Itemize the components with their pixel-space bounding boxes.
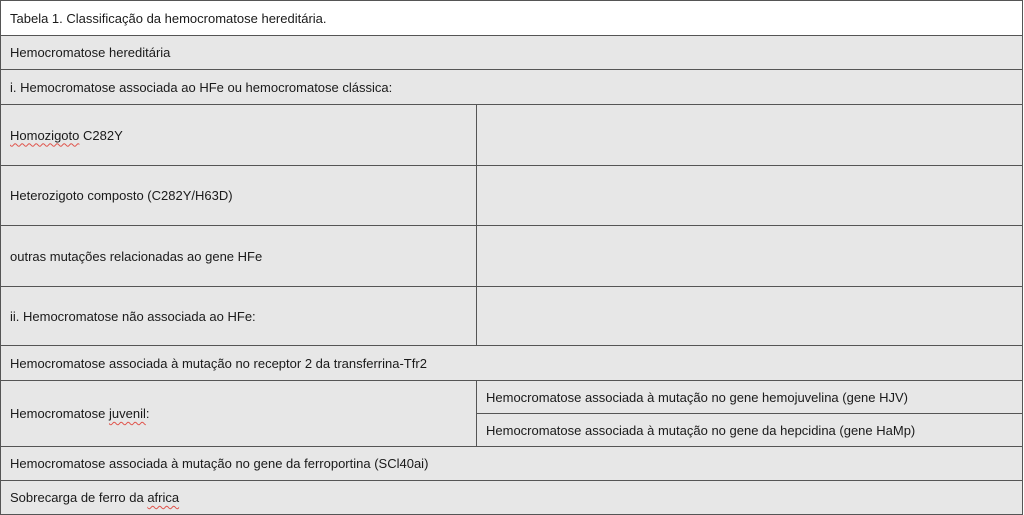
row-outras-empty [477, 226, 1023, 287]
juvenil-word: juvenil [108, 406, 146, 421]
africa-prefix: Sobrecarga de ferro da [10, 490, 148, 505]
section-nao-hfe-label [1, 287, 477, 346]
table-caption-text: Tabela 1. Classificação da hemocromatose hereditária. [10, 10, 327, 26]
section-nao-hfe-text: ii. Hemocromatose não associada ao HFe: [10, 308, 256, 324]
row-outras-label [1, 226, 477, 287]
row-africa-cell [1, 481, 1023, 515]
row-juvenil-hamp [477, 414, 1023, 447]
ferroportina-text: Hemocromatose associada à mutação no gene da ferroportina (SCl40ai) [10, 456, 429, 471]
homozigoto-rest: C282Y [79, 127, 123, 143]
row-juvenil-hjv [477, 381, 1023, 414]
heterozigoto-text: Heterozigoto composto (C282Y/H63D) [10, 188, 233, 203]
section-nao-hfe-empty [477, 287, 1023, 346]
table-caption [1, 1, 1023, 36]
africa-word: africa [147, 490, 180, 505]
row-juvenil-label [1, 381, 477, 447]
homozigoto-word: Homozigoto [10, 127, 80, 143]
section-hfe-text: i. Hemocromatose associada ao HFe ou hemocromatose clássica: [10, 79, 393, 95]
juvenil-hamp-text: Hemocromatose associada à mutação no gene da hepcidina (gene HaMp) [486, 422, 916, 438]
table-header-cell [1, 36, 1023, 70]
section-hfe-cell [1, 70, 1023, 105]
juvenil-hjv-text: Hemocromatose associada à mutação no gene hemojuvelina (gene HJV) [486, 389, 909, 405]
outras-text: outras mutações relacionadas ao gene HFe [10, 248, 263, 264]
row-homozigoto-label [1, 105, 477, 166]
row-heterozigoto-empty [477, 166, 1023, 226]
row-homozigoto-empty [477, 105, 1023, 166]
row-tfr2-cell [1, 346, 1023, 381]
juvenil-colon: : [145, 406, 150, 421]
row-ferroportina-cell [1, 447, 1023, 481]
juvenil-prefix: Hemocromatose [10, 406, 109, 421]
row-heterozigoto-label [1, 166, 477, 226]
table-header-text: Hemocromatose hereditária [10, 45, 171, 60]
tfr2-text: Hemocromatose associada à mutação no receptor 2 da transferrina-Tfr2 [10, 355, 427, 371]
